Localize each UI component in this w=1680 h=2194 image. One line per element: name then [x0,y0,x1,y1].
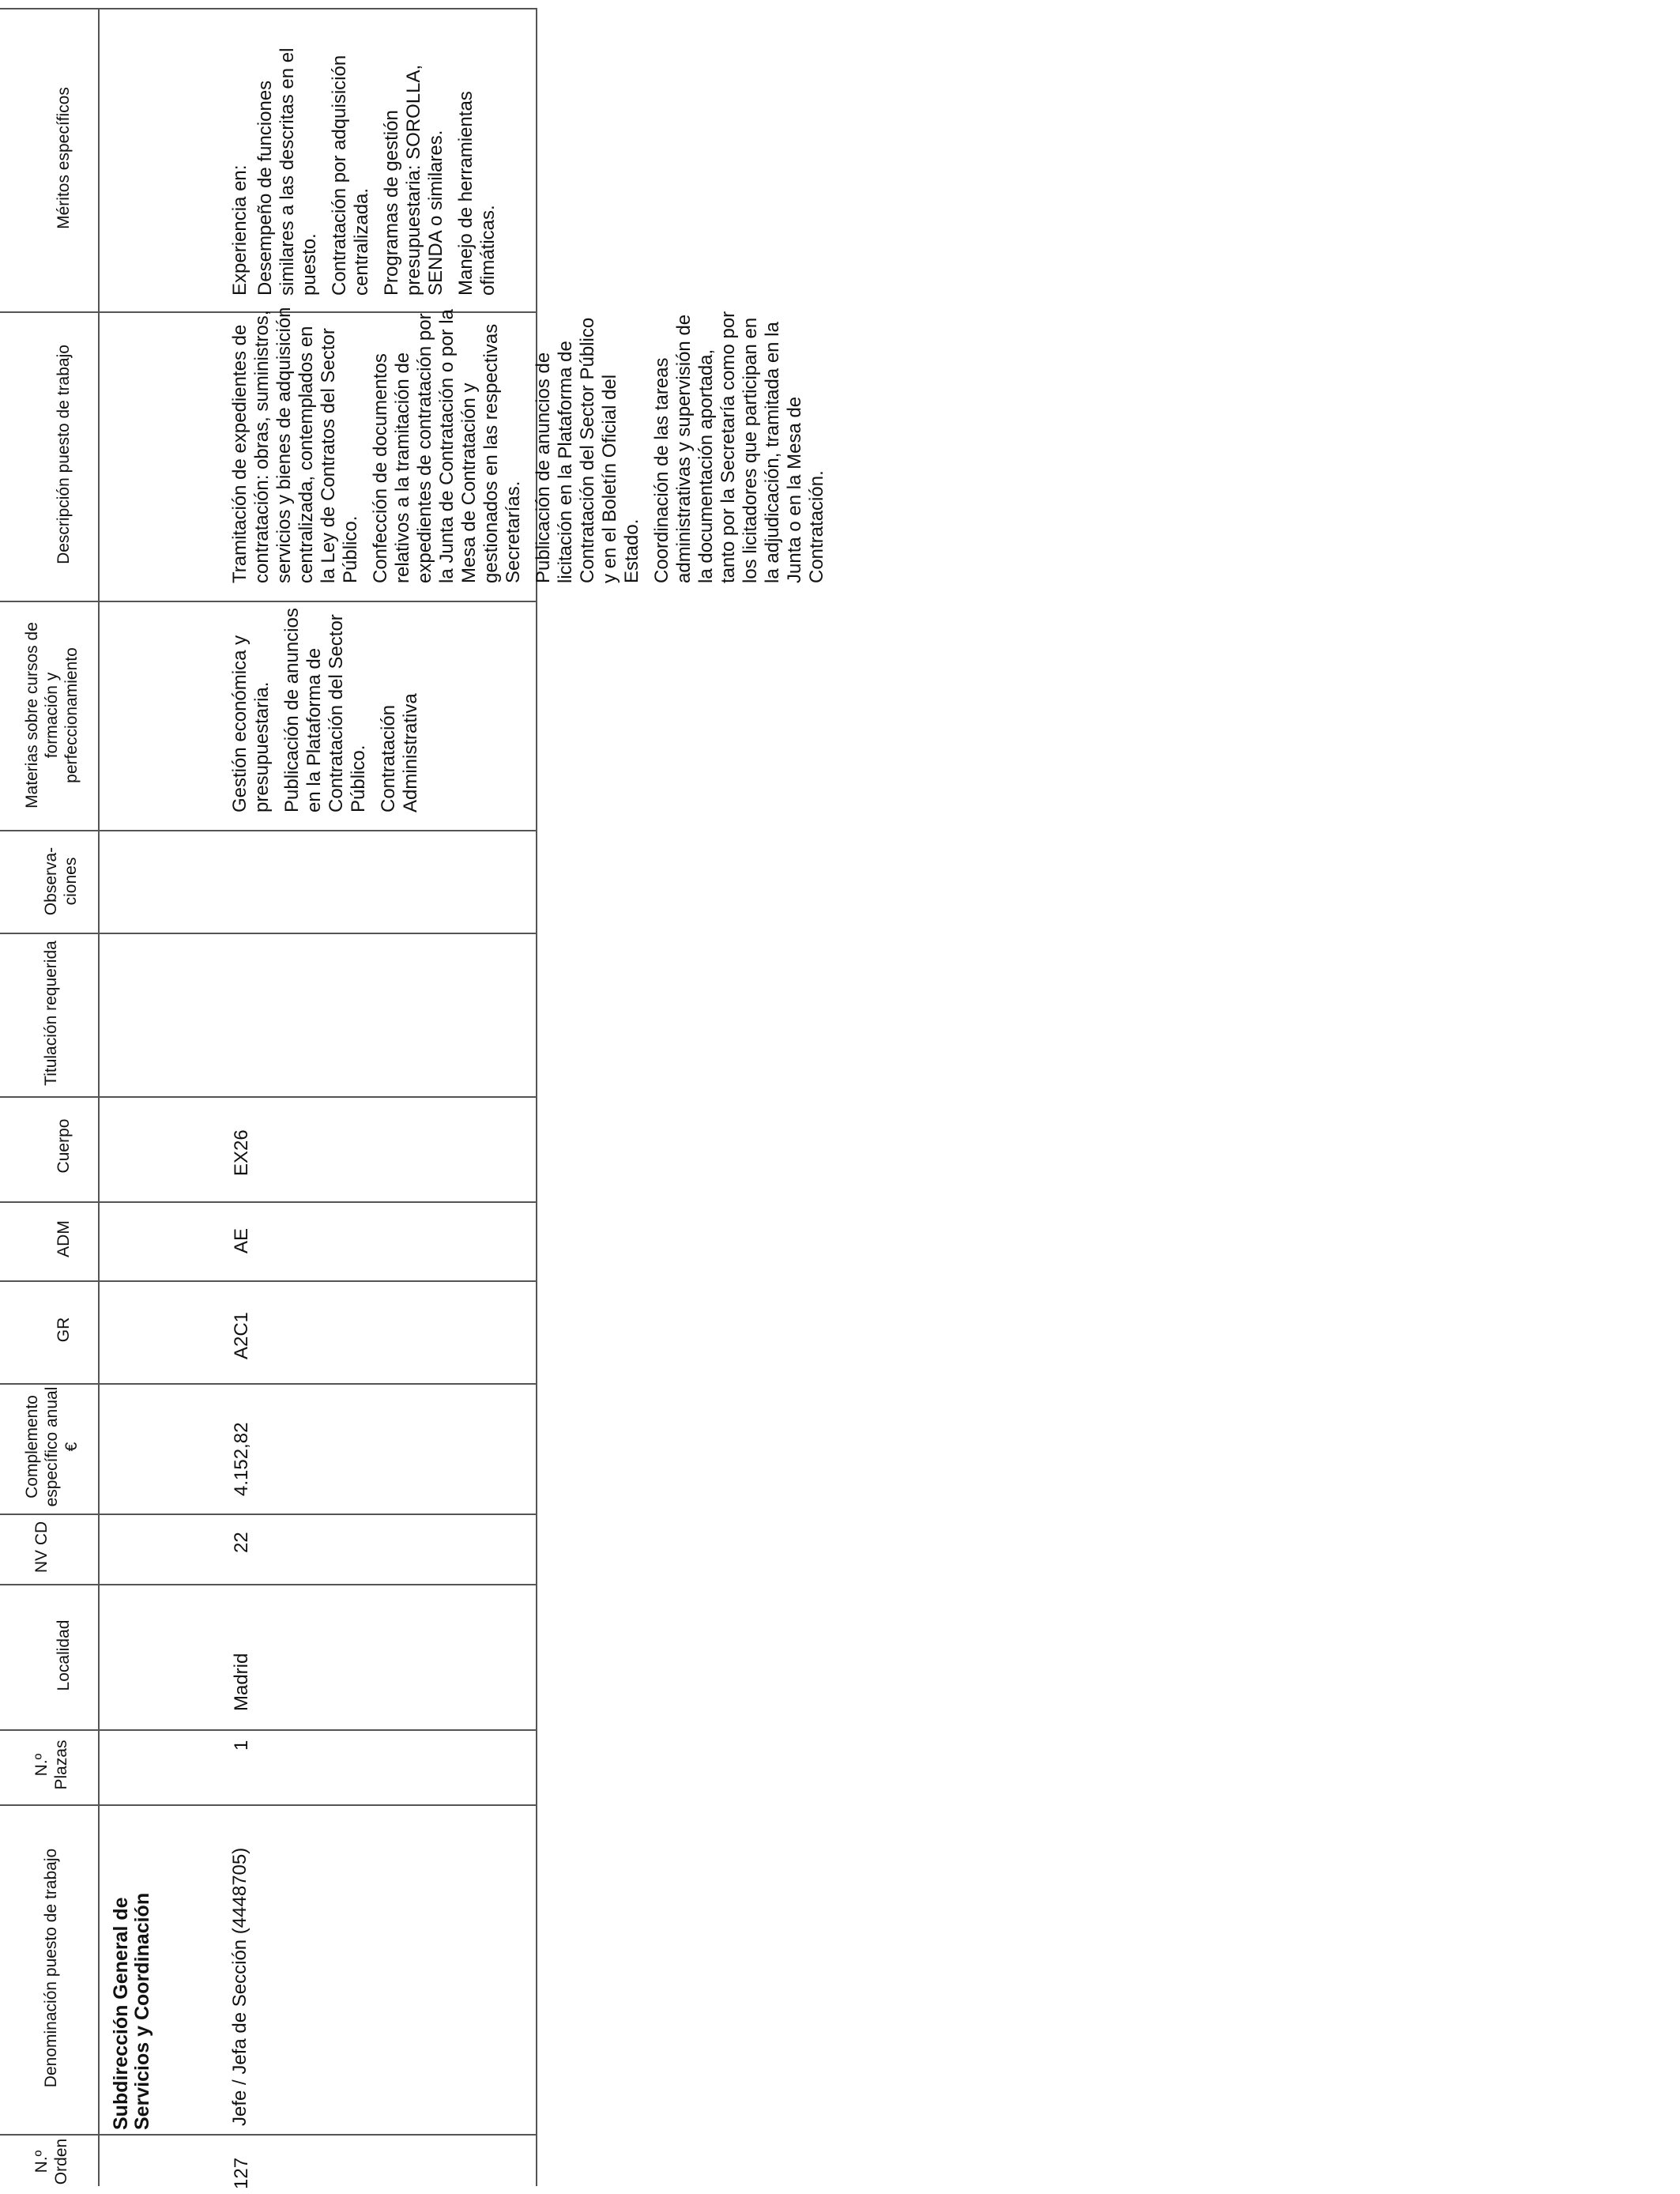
row-divider [0,1280,537,1282]
cell-orden: 127 [231,2157,252,2189]
meritos-item: Desempeño de funciones similares a las descritas en el puesto. [254,47,320,296]
materias-item: Contratación Administrativa [378,693,421,812]
cell-complemento: 4.152,82 [231,1422,252,1496]
header-orden: N.º Orden [32,2138,70,2185]
header-denominacion: Denominación puesto de trabajo [42,1848,60,2088]
header-observaciones: Observa- ciones [42,846,80,916]
row-divider [0,1514,537,1515]
cell-materias [229,599,430,812]
descripcion-item: Publicación de anuncios de licitación en la Plataforma de Contratación del Sector Público y en el Boletín Oficial del Estado. [533,317,642,583]
row-divider [0,1201,537,1203]
cell-localidad: Madrid [231,1653,252,1711]
header-grupo: GR [55,1317,73,1343]
header-complemento: Complemento específico anual € [23,1386,81,1507]
materias-item: Gestión económica y presupuestaria. [229,635,273,812]
cell-cuerpo: EX26 [231,1129,252,1176]
header-cuerpo: Cuerpo [55,1118,73,1174]
header-titulacion: Titulación requerida [42,941,60,1086]
section-title: Subdirección General de Servicios y Coordinación [110,1892,153,2130]
header-adm: ADM [55,1220,73,1257]
cell-denominacion: Jefe / Jefa de Sección (4448705) [229,1847,250,2126]
materias-item: Publicación de anuncios en la Plataforma de Contratación del Sector Público. [281,608,369,812]
row-divider [0,2134,537,2136]
header-nivel: NV CD [32,1521,51,1574]
descripcion-item: Confección de documentos relativos a la tramitación de expedientes de contratación por la Junta de Contratación o por la Mesa de Contratación y gestionados en las respectivas Secretarías. [370,309,524,583]
row-divider [0,8,537,9]
cell-plazas: 1 [231,1740,252,1751]
meritos-item: Experiencia en: [229,164,250,296]
descripcion-item: Tramitación de expedientes de contratación: obras, suministros, servicios y bienes de adquisición centralizada, contemplados en la Ley de Contratos del Sector Público. [229,307,361,583]
row-divider [0,1804,537,1806]
header-meritos: Méritos específicos [55,87,73,229]
cell-nivel: 22 [231,1532,252,1553]
meritos-item: Programas de gestión presupuestaria: SOROLLA, SENDA o similares. [381,64,446,296]
meritos-item: Contratación por adquisición centralizada. [329,55,372,296]
cell-adm: AE [231,1227,252,1253]
cell-meritos [229,15,507,296]
row-divider [0,1729,537,1731]
row-divider [0,1096,537,1098]
row-divider [0,1383,537,1385]
header-materias: Materias sobre cursos de formación y perfeccionamiento [23,622,81,809]
row-divider [0,1584,537,1585]
header-localidad: Localidad [55,1619,73,1691]
cell-grupo: A2C1 [231,1311,252,1359]
cell-descripcion [229,307,836,583]
header-descripcion: Descripción puesto de trabajo [55,345,73,564]
descripcion-item: Coordinación de las tareas administrativas y supervisión de la documentación aportada, tanto por la Secretaría como por los licitadores que participan en la adjudicación, tramitada en la Junta o en la Mesa de Contratación. [651,311,827,583]
meritos-item: Manejo de herramientas ofimáticas. [455,91,499,296]
row-divider [0,830,537,831]
header-plazas: N.º Plazas [32,1740,70,1790]
row-divider [0,933,537,934]
